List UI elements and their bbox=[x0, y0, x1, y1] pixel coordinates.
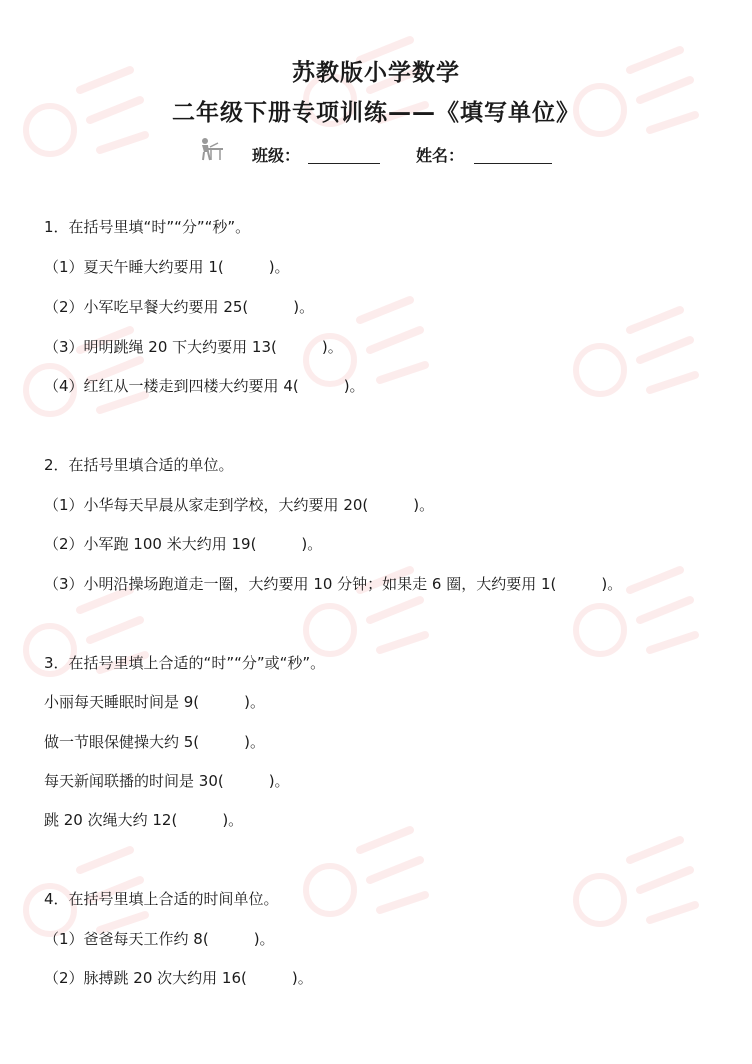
page-title: 苏教版小学数学 bbox=[292, 60, 460, 86]
question-item: （2）小军吃早餐大约要用 25( )。 bbox=[44, 298, 315, 316]
section-heading: 2．在括号里填合适的单位。 bbox=[44, 456, 234, 474]
question-item: （2）脉搏跳 20 次大约用 16( )。 bbox=[44, 969, 313, 987]
question-item: （1）小华每天早晨从家走到学校，大约要用 20( )。 bbox=[44, 496, 435, 514]
question-item: 做一节眼保健操大约 5( )。 bbox=[44, 733, 266, 751]
question-item: （2）小军跑 100 米大约用 19( )。 bbox=[44, 535, 323, 553]
section-heading: 3．在括号里填上合适的“时”“分”或“秒”。 bbox=[44, 654, 326, 672]
question-item: （4）红红从一楼走到四楼大约要用 4( )。 bbox=[44, 377, 365, 395]
watermark-logo-icon bbox=[570, 830, 700, 940]
question-item: 每天新闻联播的时间是 30( )。 bbox=[44, 772, 290, 790]
name-label: 姓名： bbox=[416, 145, 465, 165]
question-item: （1）爸爸每天工作约 8( )。 bbox=[44, 930, 275, 948]
section-heading: 4．在括号里填上合适的时间单位。 bbox=[44, 890, 279, 908]
question-item: 跳 20 次绳大约 12( )。 bbox=[44, 811, 244, 829]
watermark-logo-icon bbox=[570, 300, 700, 410]
section-heading: 1．在括号里填“时”“分”“秒”。 bbox=[44, 218, 251, 236]
name-field[interactable] bbox=[474, 145, 552, 164]
student-at-desk-icon bbox=[196, 137, 226, 163]
watermark-logo-icon bbox=[20, 580, 150, 690]
watermark-logo-icon bbox=[300, 820, 430, 930]
student-info-row bbox=[196, 142, 552, 166]
question-item: 小丽每天睡眠时间是 9( )。 bbox=[44, 693, 266, 711]
page-subtitle: 二年级下册专项训练——《填写单位》 bbox=[172, 100, 580, 126]
class-field[interactable] bbox=[308, 145, 380, 164]
question-item: （1）夏天午睡大约要用 1( )。 bbox=[44, 258, 290, 276]
question-item: （3）明明跳绳 20 下大约要用 13( )。 bbox=[44, 338, 343, 356]
question-item: （3）小明沿操场跑道走一圈，大约要用 10 分钟；如果走 6 圈，大约要用 1( )。 bbox=[44, 575, 623, 593]
class-label: 班级： bbox=[252, 145, 301, 165]
